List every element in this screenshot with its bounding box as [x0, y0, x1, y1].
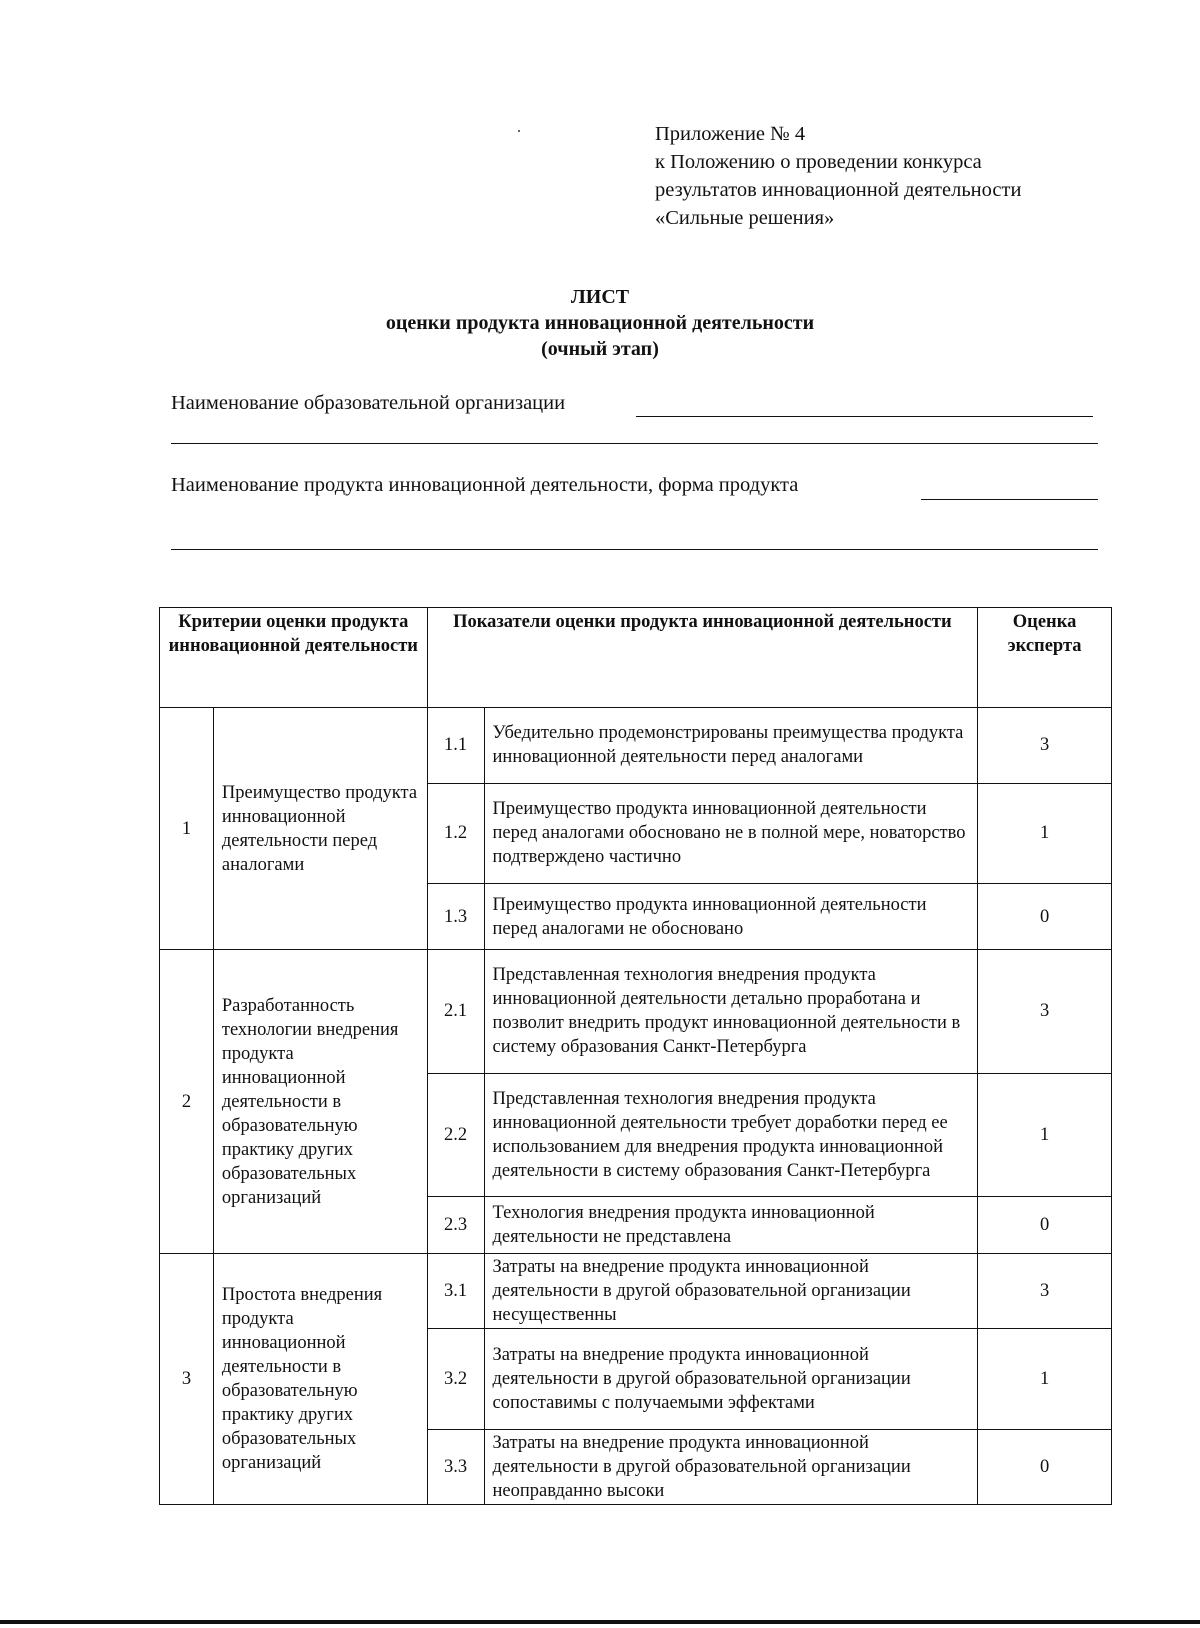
- scan-speck: [518, 130, 520, 132]
- expert-score[interactable]: 1: [978, 1073, 1112, 1196]
- evaluation-table: [159, 607, 1112, 1505]
- indicator-id: 3.2: [427, 1329, 484, 1429]
- criterion-number: 3: [160, 1254, 214, 1505]
- indicator-text: Преимущество продукта инновационной деятельности перед аналогами не обосновано: [484, 883, 978, 949]
- indicator-text: Технология внедрения продукта инновационной деятельности не представлена: [484, 1196, 978, 1253]
- org-name-underline-2[interactable]: [171, 443, 1098, 444]
- criterion-number: 1: [160, 708, 214, 950]
- header-indicators: Показатели оценки продукта инновационной деятельности: [427, 608, 978, 708]
- expert-score[interactable]: 0: [978, 883, 1112, 949]
- indicator-id: 2.2: [427, 1073, 484, 1196]
- criterion-number: 2: [160, 950, 214, 1254]
- indicator-text: Представленная технология внедрения продукта инновационной деятельности требует доработки перед ее использованием для внедрения продукта инновационной деятельности в систему образования Санкт-Петербурга: [484, 1073, 978, 1196]
- criterion-name: Простота внедрения продукта инновационной деятельности в образовательную практику других образовательных организаций: [213, 1254, 427, 1505]
- indicator-id: 3.3: [427, 1429, 484, 1504]
- indicator-id: 2.3: [427, 1196, 484, 1253]
- annex-header: [655, 120, 1175, 232]
- indicator-id: 1.1: [427, 708, 484, 783]
- title-line-3: (очный этап): [541, 338, 659, 360]
- org-name-underline[interactable]: [636, 416, 1093, 417]
- indicator-text: Убедительно продемонстрированы преимущества продукта инновационной деятельности перед аналогами: [484, 708, 978, 783]
- table-header-row: [160, 608, 1112, 708]
- product-name-underline-2[interactable]: [171, 549, 1098, 550]
- criterion-name: Преимущество продукта инновационной деятельности перед аналогами: [213, 708, 427, 950]
- indicator-id: 3.1: [427, 1254, 484, 1329]
- annex-line-2: к Положению о проведении конкурса: [655, 151, 982, 173]
- expert-score[interactable]: 0: [978, 1429, 1112, 1504]
- expert-score[interactable]: 0: [978, 1196, 1112, 1253]
- indicator-text: Представленная технология внедрения продукта инновационной деятельности детально проработана и позволит внедрить продукт инновационной деятельности в систему образования Санкт-Петербурга: [484, 950, 978, 1073]
- table-row: [160, 708, 1112, 783]
- indicator-text: Преимущество продукта инновационной деятельности перед аналогами обосновано не в полной мере, новаторство подтверждено частично: [484, 783, 978, 883]
- indicator-text: Затраты на внедрение продукта инновационной деятельности в другой образовательной организации несущественны: [484, 1254, 978, 1329]
- org-name-label: Наименование образовательной организации: [171, 392, 566, 414]
- scan-bottom-edge: [0, 1620, 1200, 1624]
- title-line-1: ЛИСТ: [570, 286, 630, 308]
- indicator-id: 1.2: [427, 783, 484, 883]
- indicator-id: 1.3: [427, 883, 484, 949]
- expert-score[interactable]: 3: [978, 1254, 1112, 1329]
- product-name-label: Наименование продукта инновационной деятельности, форма продукта: [171, 474, 799, 496]
- header-score: Оценка эксперта: [978, 608, 1112, 708]
- annex-line-4: «Сильные решения»: [655, 207, 835, 229]
- header-criteria: Критерии оценки продукта инновационной деятельности: [160, 608, 428, 708]
- annex-line-1: Приложение № 4: [655, 123, 806, 145]
- indicator-text: Затраты на внедрение продукта инновационной деятельности в другой образовательной организации сопоставимы с получаемыми эффектами: [484, 1329, 978, 1429]
- criterion-name: Разработанность технологии внедрения продукта инновационной деятельности в образовательную практику других образовательных организаций: [213, 950, 427, 1254]
- table-row: [160, 950, 1112, 1073]
- product-name-underline[interactable]: [921, 499, 1098, 500]
- expert-score[interactable]: 1: [978, 783, 1112, 883]
- indicator-text: Затраты на внедрение продукта инновационной деятельности в другой образовательной организации неоправданно высоки: [484, 1429, 978, 1504]
- annex-line-3: результатов инновационной деятельности: [655, 179, 1022, 201]
- expert-score[interactable]: 3: [978, 950, 1112, 1073]
- table-row: [160, 1254, 1112, 1329]
- document-title: [0, 284, 1200, 362]
- expert-score[interactable]: 3: [978, 708, 1112, 783]
- title-line-2: оценки продукта инновационной деятельности: [385, 312, 815, 334]
- indicator-id: 2.1: [427, 950, 484, 1073]
- expert-score[interactable]: 1: [978, 1329, 1112, 1429]
